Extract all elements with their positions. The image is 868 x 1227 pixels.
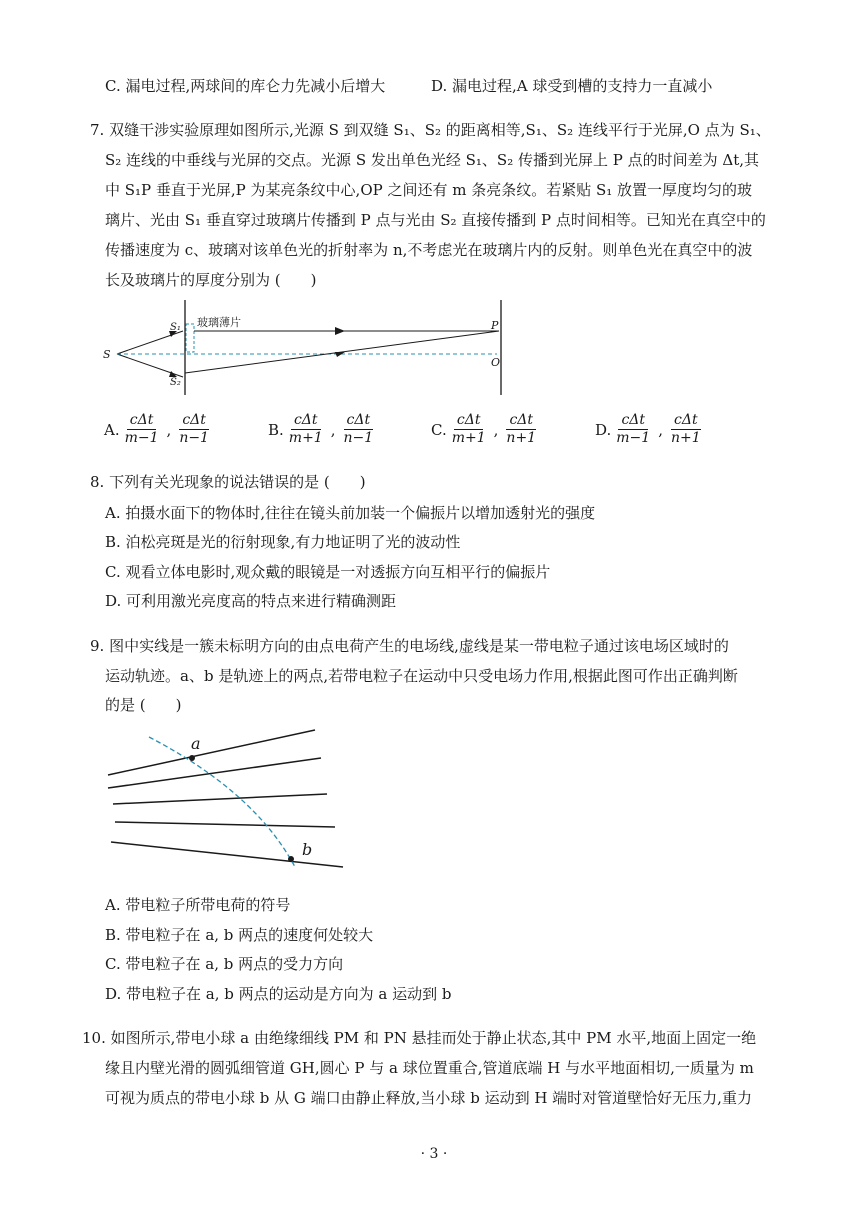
q8-stem: 8. 下列有关光现象的说法错误的是 ( ) [90,473,366,491]
q7-stem-line-3: 中 S₁P 垂直于光屏,P 为某亮条纹中心,OP 之间还有 m 条亮条纹。若紧贴 S₁ 放置一厚度均匀的玻 [105,181,753,199]
q9-stem-line-1: 9. 图中实线是一簇未标明方向的由点电荷产生的电场线,虚线是某一带电粒子通过该电场区域时的 [90,637,729,655]
q7-stem-line-5: 传播速度为 c、玻璃对该单色光的折射率为 n,不考虑光在玻璃片内的反射。则单色光在真空中的波 [105,241,753,259]
q7-option-a: A. $\frac{\text{cΔt}}{m-1}$ , $\frac{\text{cΔt}}{n-1}$ [104,412,209,446]
q7-option-c: C. $\frac{\text{cΔt}}{m+1}$ , $\frac{\text{cΔt}}{n+1}$ [431,412,537,446]
label-s: S [103,348,111,361]
q7-option-b: B. $\frac{\text{cΔt}}{m+1}$ , $\frac{\text{cΔt}}{n-1}$ [268,412,374,446]
label-s2: S₂ [170,377,181,388]
point-b [288,856,294,862]
q7-stem-line-1: 7. 双缝干涉实验原理如图所示,光源 S 到双缝 S₁、S₂ 的距离相等,S₁、S₂ 连线平行于光屏,O 点为 S₁、 [90,121,771,139]
q9-option-b: B. 带电粒子在 a, b 两点的速度何处较大 [105,926,374,944]
label-b: b [302,840,313,859]
q8-option-c: C. 观看立体电影时,观众戴的眼镜是一对透振方向互相平行的偏振片 [105,563,551,581]
field-line [108,730,315,775]
q9-field-lines-figure [105,722,355,877]
field-line [115,822,335,827]
q7-stem-line-2: S₂ 连线的中垂线与光屏的交点。光源 S 发出单色光经 S₁、S₂ 传播到光屏上 P 点的时间差为 Δt,其 [105,151,760,169]
q7-stem-line-6: 长及玻璃片的厚度分别为 ( ) [105,271,317,289]
q9-stem-line-2: 运动轨迹。a、b 是轨迹上的两点,若带电粒子在运动中只受电场力作用,根据此图可作出正确判断 [105,667,738,685]
q8-option-b: B. 泊松亮斑是光的衍射现象,有力地证明了光的波动性 [105,533,461,551]
q9-stem-line-3: 的是 ( ) [105,696,182,714]
point-a [189,755,195,761]
glass-plate [186,324,194,352]
q10-stem-line-2: 缘且内壁光滑的圆弧细管道 GH,圆心 P 与 a 球位置重合,管道底端 H 与水平地面相切,一质量为 m [105,1059,754,1077]
label-p: P [491,319,499,332]
q6-option-c: C. 漏电过程,两球间的库仑力先减小后增大 [105,77,386,95]
q9-option-c: C. 带电粒子在 a, b 两点的受力方向 [105,955,344,973]
label-s1: S₁ [170,322,181,333]
label-glass: 玻璃薄片 [197,316,241,329]
q10-stem-line-3: 可视为质点的带电小球 b 从 G 端口由静止释放,当小球 b 运动到 H 端时对管道壁恰好无压力,重力 [105,1089,752,1107]
q7-double-slit-figure [95,295,515,400]
q9-option-a: A. 带电粒子所带电荷的符号 [105,896,291,914]
field-line [108,758,321,788]
q7-option-d: D. $\frac{\text{cΔt}}{m-1}$ , $\frac{\text{cΔt}}{n+1}$ [595,412,701,446]
label-a: a [191,734,201,753]
q8-option-a: A. 拍摄水面下的物体时,往往在镜头前加装一个偏振片以增加透射光的强度 [105,504,596,522]
label-o: O [491,356,501,369]
page-number: · 3 · [420,1146,448,1162]
q6-option-d: D. 漏电过程,A 球受到槽的支持力一直减小 [431,77,713,95]
q10-stem-line-1: 10. 如图所示,带电小球 a 由绝缘细线 PM 和 PN 悬挂而处于静止状态,其中 PM 水平,地面上固定一绝 [82,1029,757,1047]
q9-option-d: D. 带电粒子在 a, b 两点的运动是方向为 a 运动到 b [105,985,452,1003]
q7-stem-line-4: 璃片、光由 S₁ 垂直穿过玻璃片传播到 P 点与光由 S₂ 直接传播到 P 点时间相等。已知光在真空中的 [105,211,766,229]
q8-option-d: D. 可利用激光亮度高的特点来进行精确测距 [105,592,397,610]
field-line [113,794,327,804]
